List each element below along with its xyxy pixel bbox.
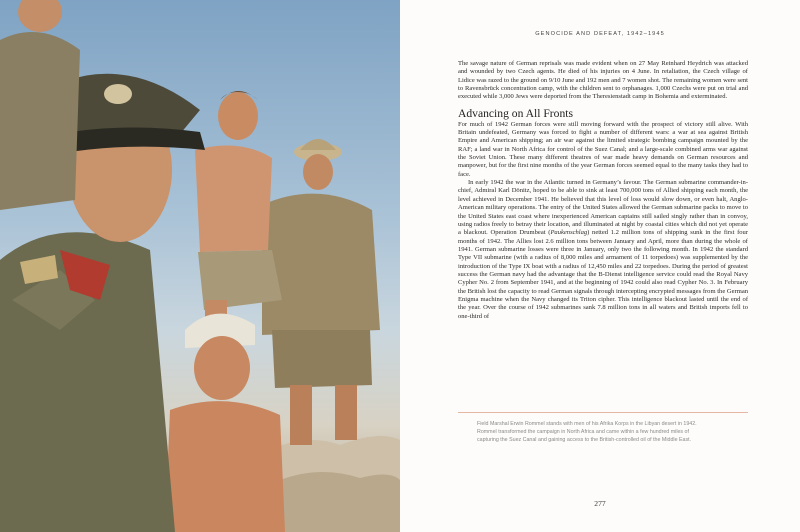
section-heading: Advancing on All Fronts — [458, 106, 573, 120]
text-page — [400, 0, 800, 532]
photo-caption: Field Marshal Erwin Rommel stands with men of his Afrika Korps in the Libyan desert in 1942. Rommel transformed the campaign in North Africa and came within a few hundred miles of capturing the Suez Canal and gaining access to the British-controlled oil of the Middle East. — [477, 421, 697, 443]
caption-divider — [458, 412, 748, 413]
paragraph-advancing: For much of 1942 German forces were still moving forward with the prospect of victory still alive. With Britain undefeated, Germany was forced to fight a number of different wars: a war at sea against British Empire and American shipping; an air war against the limited strategic bombing campaign mounted by the RAF; a land war in North Africa for control of the Suez Canal; and a large-scale combined arms war against the Soviet Union. These many different theatres of war made heavy demands on German resources and manpower, but for the first nine months of the year German forces seemed equal to the many tasks they had to face. — [458, 120, 748, 178]
paragraph-atlantic — [458, 179, 748, 321]
paragraph-atlantic-part-1: In early 1942 the war in the Atlantic turned in Germany’s favour. The German submarine commander-in-chief, Admiral Karl Dönitz, hoped to be able to sink at least 700,000 tons of Allied shipping each month, the level achieved in December 1941. He believed that this level of loss would slow down, or even halt, Anglo-American military operations. The entry of the United States allowed the German submarine packs to move to the United States east coast where inexperienced American captains still sailed singly rather than in convoy, using radios freely to betray their location, and illuminated at night by coastal cities which did not yet operate a blackout. Operation Drumbeat ( — [458, 179, 748, 237]
paragraph-heydrich: The savage nature of German reprisals was made evident when on 27 May Reinhard Heydrich was attacked and wounded by two Czech agents. He died of his injuries on 4 June. In retaliation, the Czech village of Lidice was razed to the ground on 9/10 June and 192 men and 7 women shot. The remaining women were sent to Ravensbrück concentration camp, with the children sent to orphanages. 1,000 Czechs were put on trial and executed while 3,000 Jews were deported from the Theresienstadt camp in Bohemia and exterminated. — [458, 60, 748, 101]
paragraph-atlantic-part-2: ) netted 1.2 million tons of shipping sunk in the first four months of 1942. The Allies lost 2.6 million tons between January and April, more than during the whole of 1941. German submarine losses were three in January, only two the following month. In 1942 the standard Type VII submarine (with a radius of 8,000 miles and armament of 11 torpedoes) was supplemented by the introduction of the Type IX boat with a radius of 12,450 miles and 22 torpedoes. During the period of greatest success the German navy had the advantage that the B-Dienst intelligence service could read the Royal Navy Cypher No. 2 from September 1941, and at the beginning of 1942 could also read Cypher No. 3. In February the British lost the capacity to read German signals through intercepting encrypted messages from the German Enigma machine when the Navy changed its Triton cipher. This intelligence blackout lasted until the end of the year. Over the course of 1942 submarines sank 7.8 million tons in all waters and British imports fell to one-third of — [458, 229, 748, 320]
paukenschlag-italic: Paukenschlag — [550, 229, 588, 237]
body-text — [458, 60, 748, 321]
page-number: 277 — [594, 499, 606, 508]
running-head: GENOCIDE AND DEFEAT, 1942–1945 — [535, 31, 665, 37]
